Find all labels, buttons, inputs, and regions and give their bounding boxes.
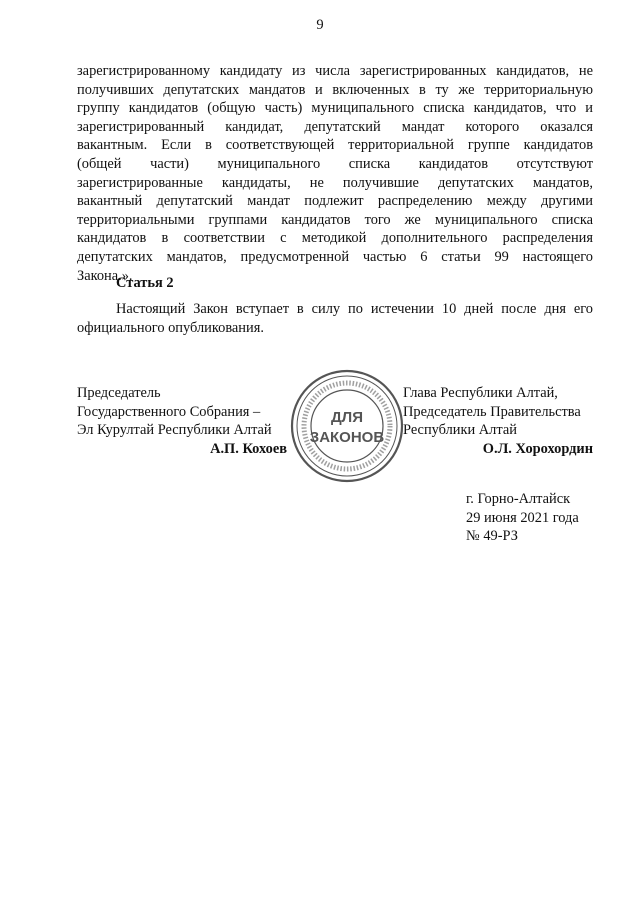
signatory-title-line: Государственного Собрания –: [77, 403, 261, 420]
text-line: вакантным. Если в соответствующей территориальной группе кандидатов: [77, 137, 593, 154]
city: г. Горно-Алтайск: [466, 491, 571, 507]
signatory-title-line: Председатель Правительства: [403, 403, 581, 420]
law-number: № 49-РЗ: [466, 528, 518, 545]
signatory-name: А.П. Кохоев: [210, 440, 287, 457]
text-line: (общей части) муниципального списка кандидатов отсутствуют: [77, 155, 593, 172]
signatory-title-line: Эл Курултай Республики Алтай: [77, 422, 272, 439]
text-line: кандидатов в соответствии с методикой дополнительного распределения: [77, 230, 593, 247]
signatory-title-line: Глава Республики Алтай,: [403, 385, 558, 401]
place-date-block: [466, 490, 579, 546]
article-paragraph: [77, 62, 593, 285]
text-line: территориальными группами кандидатов того же муниципального списка: [77, 211, 593, 228]
article-heading: Статья 2: [116, 275, 174, 291]
text-line: зарегистрированный кандидат, депутатский мандат которого оказался: [77, 118, 593, 135]
text-line: вакантный депутатский мандат подлежит распределению между другими: [77, 193, 593, 210]
seal-stamp: [289, 368, 405, 484]
signatory-name: О.Л. Хорохордин: [482, 440, 593, 457]
date: 29 июня 2021 года: [466, 509, 579, 526]
stamp-text-line1: ДЛЯ: [331, 409, 363, 426]
stamp-text-line2: ЗАКОНОВ: [309, 429, 385, 446]
text-line: зарегистрированные кандидаты, не получившие депутатских мандатов,: [77, 174, 593, 191]
text-line: официального опубликования.: [77, 319, 264, 336]
text-line: Настоящий Закон вступает в силу по истечении 10 дней после дня его: [116, 301, 593, 317]
signature-block-right: [403, 384, 593, 458]
text-line: группу кандидатов (общую часть) муниципального списка кандидатов, что и: [77, 100, 593, 117]
signatory-title-line: Председатель: [77, 385, 161, 401]
text-line: зарегистрированному кандидату из числа зарегистрированных кандидатов, не: [77, 63, 593, 79]
text-line: получивших депутатских мандатов и включенных в ту же территориальную: [77, 81, 593, 98]
page-number: 9: [316, 17, 324, 33]
signature-block-left: [77, 384, 287, 458]
text-line: Закона.».: [77, 267, 133, 284]
signatory-title-line: Республики Алтай: [403, 422, 517, 439]
article-2-paragraph: [77, 300, 593, 337]
text-line: депутатских мандатов, предусмотренной частью 6 статьи 99 настоящего: [77, 248, 593, 265]
